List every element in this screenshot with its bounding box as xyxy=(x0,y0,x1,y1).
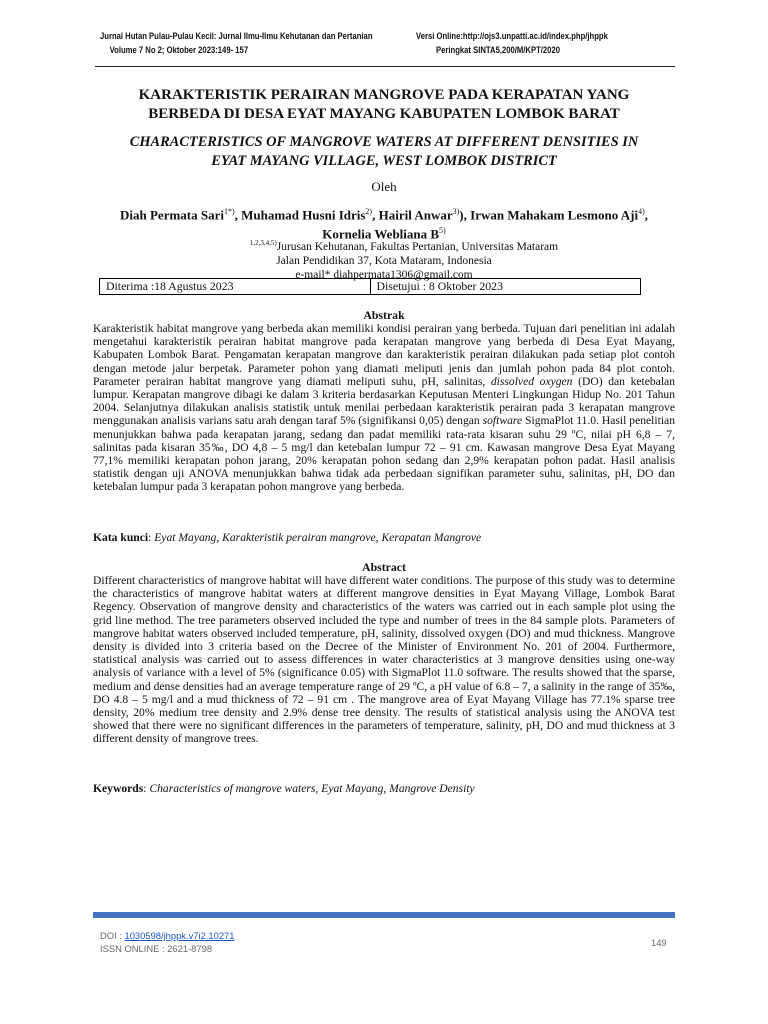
dates-box xyxy=(99,278,641,295)
footer-bar xyxy=(93,912,675,918)
author: Irwan Mahakam Lesmono Aji xyxy=(470,207,639,223)
abstrak-text: Karakteristik habitat mangrove yang berbeda akan memiliki kondisi perairan yang berbeda. Tujuan dari penelitian ini adalah mengetahui karakteristik perairan habitat mangrove pada kerapatan mangrove yang berbeda di Desa Eyat Mayang, Kabupaten Lombok Barat. Pengamatan kerapatan mangrove dan karakteristik perairan dilakukan pada setiap plot contoh dengan metode jalur berpetak. Parameter pohon yang diamati meliputi jenis dan jumlah pohon pada 84 plot contoh. Parameter perairan habitat mangrove yang diamati meliputi suhu, pH, salinitas, dissolved oxygen (DO) dan ketebalan lumpur. Kerapatan mangrove dibagi ke dalam 3 kriteria berdasarkan Keputusan Menteri Lingkungan Hidup No. 201 Tahun 2004. Selanjutnya dilakukan analisis statistik untuk menilai perbedaan karakteristik perairan pada 3 kerapatan mangrove menggunakan analisis varians satu arah dengan taraf 5% (signifikansi 0,05) dengan software SigmaPlot 11.0. Hasil penelitian menunjukkan bahwa pada kerapatan jarang, sedang dan padat memiliki rata-rata kisaran suhu 29 ºC, nilai pH 6,8 – 7, salinitas pada kisaran 35‰, DO 4,8 – 5 mg/l dan ketebalan lumpur 72 – 91 cm. Kawasan mangrove Desa Eyat Mayang 77,1% memiliki kerapatan pohon jarang, 20% kerapatan pohon sedang dan 2,9% kerapatan pohon padat. Hasil analisis statistik dengan uji ANOVA menunjukkan bahwa tidak ada perbedaan signifikan parameter suhu, salinitas, pH, DO dan ketebalan lumpur pada 3 kerapatan pohon mangrove yang berbeda. xyxy=(93,322,675,494)
author: Hairil Anwar xyxy=(378,207,453,223)
sinta-rank: Peringkat SINTA5,200/M/KPT/2020 xyxy=(436,45,560,56)
author: Muhamad Husni Idris xyxy=(241,207,366,223)
author-email: e-mail* diahpermata1306@gmail.com xyxy=(295,268,473,281)
keywords: Keywords: Characteristics of mangrove waters, Eyat Mayang, Mangrove Density xyxy=(93,782,475,795)
title-english: CHARACTERISTICS OF MANGROVE WATERS AT DIFFERENT DENSITIES IN EYAT MAYANG VILLAGE, WEST LOMBOK DISTRICT xyxy=(129,134,639,169)
abstract-text: Different characteristics of mangrove habitat will have different water conditions. The purpose of this study was to determine the characteristics of mangrove habitat waters at different mangrove densities in Eyat Mayang Village, Lombok Barat Regency. Observation of mangrove density and characteristics of the waters was carried out in each sample plot using the grid line method. The tree parameters observed included the type and number of trees in the 84 sample plots. Parameters of mangrove habitat waters observed included temperature, pH, salinity, dissolved oxygen (DO) and mud thickness. Mangrove density is divided into 3 criteria based on the Decree of the Minister of Environment No. 201 of 2004. Furthermore, statistical analysis was carried out to assess differences in water characteristics at 3 mangrove densities using one-way analysis of variance with a level of 5% (significance 0.05) with SigmaPlot 11.0 software. The results showed that the sparse, medium and dense densities had an average temperature range of 29 ºC, a pH value of 6.8 – 7, a salinity in the range of 35‰, DO 4.8 – 5 mg/l and a mud thickness of 72 – 91 cm . The mangrove area of Eyat Mayang Village has 77.1% sparse tree density, 20% medium tree density and 2.9% dense tree density. The results of statistical analysis using the ANOVA test showed that there were no significant differences in the parameters of temperature, salinity, pH, DO and mud thickness at 3 different density of mangrove trees. xyxy=(93,574,675,746)
author-list: Diah Permata Sari$^{1*)}$, Muhamad Husni Idris$^{2)}$, Hairil Anwar$^{3)}$), Irwan Mahakam Lesmono Aji$^{4)}$, Kornelia Webliana $B^{5)}$ xyxy=(120,207,648,242)
author: Kornelia Webliana B xyxy=(322,226,440,242)
kata-kunci: Kata kunci: Eyat Mayang, Karakteristik perairan mangrove, Kerapatan Mangrove xyxy=(93,531,482,544)
journal-volume: Volume 7 No 2; Oktober 2023:149- 157 xyxy=(109,45,249,56)
by-label: Oleh xyxy=(371,179,397,194)
journal-header xyxy=(100,30,676,58)
doi-link[interactable]: 1030598/jhppk.v7i2.10271 xyxy=(124,930,235,941)
issn: ISSN ONLINE : 2621-8798 xyxy=(100,943,213,954)
abstract-heading: Abstract xyxy=(362,560,406,574)
abstrak-heading: Abstrak xyxy=(363,308,405,322)
title-indonesian: KARAKTERISTIK PERAIRAN MANGROVE PADA KERAPATAN YANG BERBEDA DI DESA EYAT MAYANG KABUPATEN LOMBOK BARAT xyxy=(138,87,630,122)
received-date: Diterima :18 Agustus 2023 xyxy=(100,279,371,294)
header-divider xyxy=(95,66,675,67)
footer-info: DOI : 1030598/jhppk.v7i2.10271 ISSN ONLINE : 2621-8798 xyxy=(100,930,235,954)
affiliation-address: Jalan Pendidikan 37, Kota Mataram, Indonesia xyxy=(276,254,492,267)
online-version: Versi Online:http://ojs3.unpatti.ac.id/index.php/jhppk xyxy=(416,31,608,42)
affiliation: $^{1,2,3,4,5)}$Jurusan Kehutanan, Fakultas Pertanian, Universitas Mataram Jalan Pendidikan 37, Kota Mataram, Indonesia e-mail* diahpermata1306@gmail.com xyxy=(93,236,675,282)
accepted-date: Disetujui : 8 Oktober 2023 xyxy=(376,279,503,293)
page-number: 149 xyxy=(651,937,667,948)
journal-name: Jurnal Hutan Pulau-Pulau Kecil: Jurnal Ilmu-Ilmu Kehutanan dan Pertanian xyxy=(100,31,373,42)
affiliation-dept: Jurusan Kehutanan, Fakultas Pertanian, Universitas Mataram xyxy=(276,240,559,253)
author: Diah Permata Sari xyxy=(120,207,224,223)
